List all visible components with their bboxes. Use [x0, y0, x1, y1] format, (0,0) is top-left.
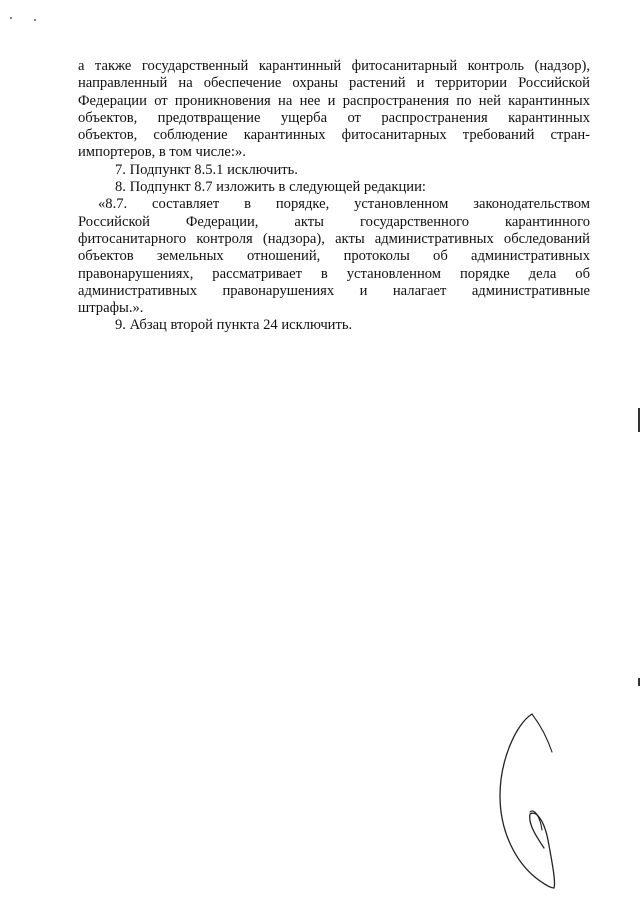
quoted-line: штрафы.». — [78, 300, 144, 317]
quoted-line: правонарушениях, рассматривает в установленном порядке дела об — [78, 265, 590, 282]
quoted-line: административных правонарушениях и налагает административные — [78, 282, 590, 299]
quoted-line: Российской Федерации, акты государственного карантинного — [78, 213, 590, 230]
quoted-line: «8.7. составляет в порядке, установленном законодательством — [98, 196, 590, 213]
item-9: 9. Абзац второй пункта 24 исключить. — [115, 317, 353, 334]
paragraph-line: объектов, предотвращение ущерба от распространения карантинных — [78, 109, 590, 126]
paragraph-line: Федерации от проникновения на нее и распространения по ней карантинных — [78, 92, 590, 109]
paragraph-line: объектов, соблюдение карантинных фитосанитарных требований стран- — [78, 127, 590, 144]
item-7: 7. Подпункт 8.5.1 исключить. — [115, 161, 298, 178]
document-body — [78, 58, 590, 335]
handwritten-signature — [494, 712, 564, 890]
item-8: 8. Подпункт 8.7 изложить в следующей редакции: — [115, 179, 426, 196]
scan-speck — [34, 19, 36, 21]
paragraph-line: а также государственный карантинный фитосанитарный контроль (надзор), — [78, 58, 590, 74]
paragraph-line: направленный на обеспечение охраны растений и территории Российской — [78, 75, 590, 92]
quoted-line: объектов земельных отношений, протоколы об административных — [78, 248, 590, 265]
scan-speck — [10, 17, 12, 19]
paragraph-line: импортеров, в том числе:». — [78, 144, 246, 161]
quoted-line: фитосанитарного контроля (надзора), акты административных обследований — [78, 230, 590, 247]
